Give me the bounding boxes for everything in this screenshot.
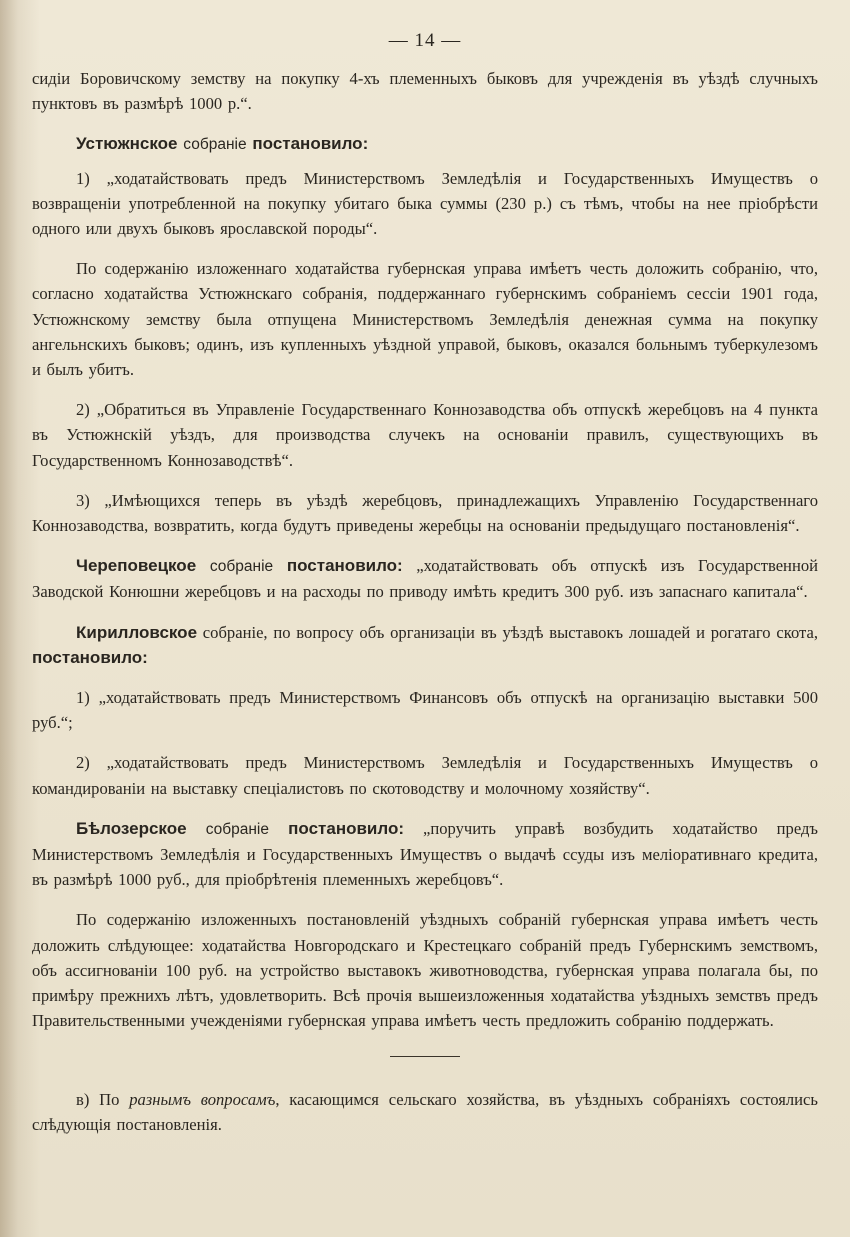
assembly-word: собраніе [177,136,253,154]
assembly-name-kirillov: Кирилловское [76,622,198,642]
paragraph-belozersk [32,816,818,893]
resolved-word: постановило: [32,647,148,667]
paragraph-ustyuzhna-item-3: 3) „Имѣющихся теперь въ уѣздѣ жеребцовъ, принадлежащихъ Управленію Государственнаго Коннозаводства, возвратить, когда будутъ приведены жеребцы на основаніи предыдущаго постановленія“. [32,490,818,536]
belozersk-resolution-text: „поручить управѣ возбудить ходатайство предъ Министерствомъ Земледѣлія и Государственныхъ Имуществъ о выдачѣ ссуды изъ меліоративнаго кредита, въ размѣрѣ 1000 руб., для пріобрѣтенія племенныхъ жеребцовъ“. [32,818,818,890]
assembly-word: собраніе [196,558,287,576]
resolved-word: постановило: [286,556,403,576]
document-body [32,66,818,1152]
paragraph-continuation: сидіи Боровичскому земству на покупку 4-хъ племенныхъ быковъ для учрежденія въ уѣздѣ случныхъ пунктовъ въ размѣрѣ 1000 р.“. [32,69,818,114]
kirillov-intro-text: собраніе, по вопросу объ организаціи въ уѣздѣ выставокъ лошадей и рогатаго скота, [197,622,818,642]
paragraph-ustyuzhna-item-2: 2) „Обратиться въ Управленіе Государственнаго Коннозаводства объ отпускѣ жеребцовъ на 4 пункта въ Устюжнскій уѣздъ, для производства случекъ на основаніи правилъ, существующихъ въ Государственномъ Коннозаводствѣ“. [32,400,818,470]
section-v-prefix: в) По [76,1089,130,1109]
assembly-word: собраніе [186,820,289,838]
paragraph-uprava-report-2: По содержанію изложенныхъ постановленій уѣздныхъ собраній губернская управа имѣетъ честь доложить слѣдующее: ходатайства Новгородскаго и Крестецкаго собраній предъ Губернскимъ земствомъ, объ ассигнованіи 100 руб. на устройство выставокъ животноводства, губернская управа полагала бы, по примѣру прежнихъ лѣтъ, удовлетворить. Всѣ прочія вышеизложенныя ходатайства уѣздныхъ земствъ предъ Правительственными учежденіями губернская управа имѣетъ честь предложить собранію поддержать. [32,910,818,1031]
section-divider [390,1056,460,1057]
resolved-word: постановило: [252,134,369,154]
cherepovets-resolution-text: „ходатайствовать объ отпускѣ изъ Государственной Заводской Конюшни жеребцовъ и на расходы по приводу имѣть кредитъ 300 руб. изъ запаснаго капитала“. [32,556,818,602]
paragraph-uprava-report-1: По содержанію изложеннаго ходатайства губернская управа имѣетъ честь доложить собранію, что, согласно ходатайства Устюжнскаго собранія, поддержаннаго губернскимъ собраніемъ сессіи 1901 года, Устюжнскому земству была отпущена Министерствомъ Земледѣлія денежная сумма на покупку ангельнскихъ быковъ; одинъ, изъ купленныхъ уѣздной управой, быковъ, оказался больнымъ туберкулезомъ и былъ убитъ. [32,259,818,380]
paragraph-kirillov-item-1: 1) „ходатайствовать предъ Министерствомъ Финансовъ объ отпускѣ на организацію выставки 500 руб.“; [32,688,818,733]
page-number: — 14 — [388,30,462,51]
section-v-italic: разнымъ вопросамъ [129,1089,276,1109]
paragraph-ustyuzhna-item-1: 1) „ходатайствовать предъ Министерствомъ Земледѣлія и Государственныхъ Имуществъ о возвращеніи употребленной на покупку убитаго быка суммы (230 р.) съ тѣмъ, чтобы на нее пріобрѣсти одного или двухъ быковъ ярославской породы“. [32,168,818,239]
paragraph-ustyuzhna-heading [32,131,818,157]
paragraph-kirillov [32,620,818,670]
paragraph-kirillov-item-2: 2) „ходатайствовать предъ Министерствомъ Земледѣлія и Государственныхъ Имуществъ о командированіи на выставку спеціалистовъ по скотоводству и молочному хозяйству“. [32,753,818,798]
paragraph-section-v [32,1087,818,1137]
assembly-name-cherepovets: Череповецкое [76,556,197,576]
assembly-name-belozersk: Бѣлозерское [76,818,187,838]
assembly-name-ustyuzhna: Устюжнское [76,134,178,154]
resolved-word: постановило: [288,818,404,838]
paragraph-cherepovets [32,553,818,604]
section-v-text: , касающимся сельскаго хозяйства, въ уѣздныхъ собраніяхъ состоялись слѣдующія постановленія. [32,1089,818,1134]
